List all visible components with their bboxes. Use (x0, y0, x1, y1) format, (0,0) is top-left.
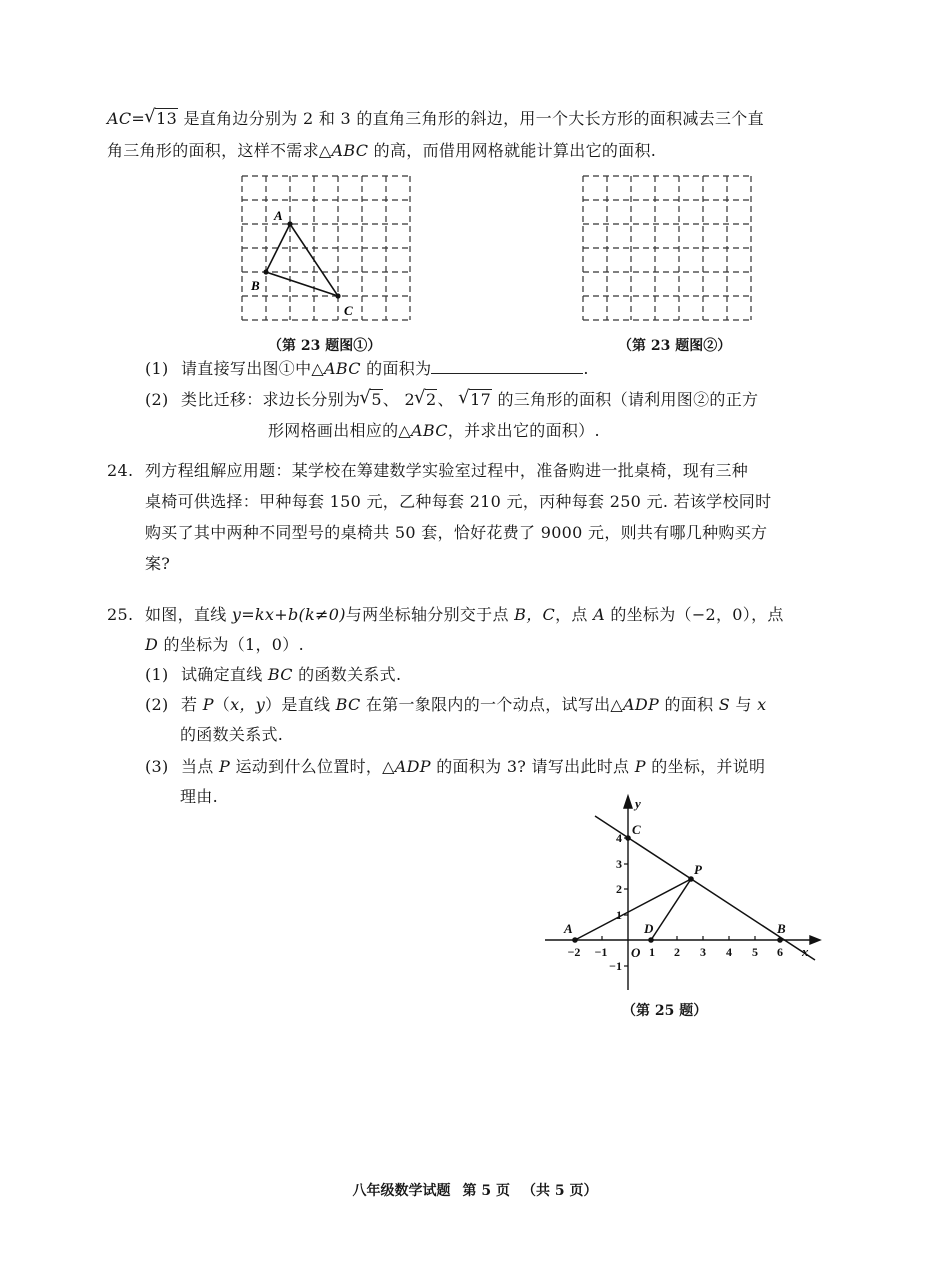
point-a (287, 221, 292, 226)
q25-s2-s: S (718, 695, 731, 714)
q25-s3-p: P (219, 757, 231, 776)
point-p (688, 876, 694, 882)
answer-blank (431, 359, 583, 374)
q23-p2-text: 类比迁移：求边长分别为 (181, 390, 361, 409)
q25-bc: B，C (514, 605, 556, 624)
q25-s2-bc: BC (335, 695, 361, 714)
q23-p2-num: (2) (145, 390, 169, 409)
page-footer (0, 1180, 950, 1200)
q23-p1-abc: ABC (324, 359, 361, 378)
q25-t1c: ，点 (555, 605, 594, 624)
q23-p1-end: . (583, 359, 589, 378)
y-tick-1: 1 (616, 908, 622, 922)
q24-text-2: 桌椅可供选择：甲种每套 150 元，乙种每套 210 元，丙种每套 250 元. 若该学校同时 (145, 492, 772, 511)
grid-lines-2 (583, 176, 751, 320)
figure-23-1 (236, 170, 416, 330)
q25-s2-t6: 与 (730, 695, 758, 714)
q25-s3-adp: ADP (394, 757, 431, 776)
q24-text-3: 购买了其中两种不同型号的桌椅共 50 套，恰好花费了 9000 元，则共有哪几种购买方 (145, 523, 768, 542)
q23-p2-text2: 的三角形的面积（请利用图②的正方 (492, 390, 759, 409)
q23-p2-line2: 形网格画出相应的△ (268, 421, 412, 440)
point-b (263, 269, 268, 274)
footer-title: 八年级数学试题 (352, 1183, 451, 1199)
q24-line-2 (145, 491, 771, 513)
q24-text-1: 列方程组解应用题：某学校在筹建数学实验室过程中，准备购进一批桌椅，现有三种 (145, 461, 749, 480)
q25-s2-t4: 在第一象限内的一个动点，试写出△ (360, 695, 624, 714)
figure-23-2-caption: （第 23 题图②） (618, 338, 732, 354)
q25-s2-t2: （ (213, 695, 231, 714)
point-d (648, 937, 654, 943)
q24-text-4: 案? (145, 554, 171, 573)
q25-s2-p: P (202, 695, 214, 714)
q25-s2-adp: ADP (623, 695, 660, 714)
sqrt-17: √ 17 (459, 389, 492, 411)
q25-s3-t4: 的坐标，并说明 (645, 757, 766, 776)
q25-sub-2-line-2 (180, 724, 283, 746)
intro-text-1: 是直角边分别为 2 和 3 的直角三角形的斜边，用一个大长方形的面积减去三个直 (178, 109, 764, 128)
label-p: P (694, 862, 702, 877)
q25-t2: 的坐标为（1，0）. (158, 635, 304, 654)
q25-s3-t: 当点 (181, 757, 219, 776)
label-d: D (644, 921, 654, 936)
q25-s3-num: (3) (145, 757, 169, 776)
q25-s1-num: (1) (145, 665, 169, 684)
q23-p2-line2b: ，并求出它的面积）. (447, 421, 600, 440)
intro-text-2b: 的高，而借用网格就能计算出它的面积. (368, 141, 657, 160)
q25-sub-3 (145, 756, 765, 778)
footer-total: （共 5 页） (522, 1183, 598, 1199)
label-b: B (777, 921, 786, 936)
q25-line-2 (145, 634, 304, 656)
q25-sub-2 (145, 694, 766, 716)
ac-label: AC (107, 109, 132, 128)
segment-dp (651, 879, 691, 940)
q25-s1-bc: BC (267, 665, 293, 684)
q25-s2-num: (2) (145, 695, 169, 714)
sqrt-5: √ 5 (360, 389, 382, 411)
point-a (572, 937, 578, 943)
x-tick-5: 5 (752, 945, 758, 959)
q23-p1-text2: 的面积为 (360, 359, 432, 378)
label-o: O (631, 945, 641, 960)
triangle-abc-shape (266, 224, 338, 296)
q23-p2-abc: ABC (411, 421, 448, 440)
line-equation: y=kx+b(k≠0) (231, 605, 346, 624)
intro-text-2a: 角三角形的面积，这样不需求△ (107, 141, 332, 160)
label-c: C (344, 303, 353, 318)
q25-s3-t2: 运动到什么位置时，△ (230, 757, 395, 776)
x-tick-neg1: −1 (594, 945, 608, 959)
q25-sub-3-line-2 (180, 786, 218, 808)
intro-line-2 (107, 140, 656, 162)
q23-p1-text: 请直接写出图①中△ (181, 359, 325, 378)
q23-part-2 (145, 389, 758, 411)
q25-pa: A (593, 605, 605, 624)
grid-lines (242, 176, 410, 320)
q25-sub-1 (145, 664, 401, 686)
x-label: x (802, 944, 809, 959)
q25-s3-p2: P (634, 757, 646, 776)
figure-25 (540, 790, 830, 995)
x-tick-neg2: −2 (567, 945, 581, 959)
q25-s2-line2: 的函数关系式. (180, 725, 284, 744)
sqrt-2: √ 2 (415, 389, 437, 411)
label-a: A (564, 921, 573, 936)
equals: = (131, 109, 146, 128)
y-tick-neg1: −1 (609, 959, 622, 973)
q25-line-1 (107, 604, 784, 626)
q25-pd: D (145, 635, 159, 654)
q25-s1-t2: 的函数关系式. (292, 665, 402, 684)
q23-sep1: 、 2 (382, 390, 415, 409)
y-label: y (635, 796, 641, 811)
footer-page: 第 5 页 (462, 1183, 510, 1199)
q24-line-3 (145, 522, 767, 544)
point-c (335, 293, 340, 298)
q25-s1-t: 试确定直线 (181, 665, 268, 684)
q25-t1d: 的坐标为（−2，0），点 (604, 605, 784, 624)
figure-25-caption: （第 25 题） (622, 1003, 708, 1019)
q24-line-1 (107, 460, 748, 482)
q25-s3-line2: 理由. (180, 787, 218, 806)
segment-ap (575, 879, 691, 940)
q25-t1b: 与两坐标轴分别交于点 (345, 605, 515, 624)
x-tick-3: 3 (700, 945, 706, 959)
figure-23-1-caption: （第 23 题图①） (268, 338, 382, 354)
point-c (625, 835, 631, 841)
q23-sep2: 、 (437, 390, 454, 409)
y-tick-3: 3 (616, 857, 622, 871)
q25-t1a: 如图，直线 (145, 605, 232, 624)
x-axis-arrow (810, 936, 820, 944)
q24-line-4 (145, 553, 170, 575)
q25-s2-t: 若 (181, 695, 203, 714)
q25-s2-t5: 的面积 (659, 695, 719, 714)
x-tick-1: 1 (649, 945, 655, 959)
q24-number: 24. (107, 461, 134, 480)
q25-s2-t3: ）是直线 (265, 695, 336, 714)
x-tick-6: 6 (777, 945, 783, 959)
q25-number: 25. (107, 605, 134, 624)
figure-23-2 (577, 170, 757, 330)
q25-s3-t3: 的面积为 3? 请写出此时点 (430, 757, 635, 776)
label-c: C (632, 822, 641, 837)
y-tick-2: 2 (616, 882, 622, 896)
sqrt-13: √ 13 (145, 108, 178, 130)
label-b: B (251, 278, 260, 293)
q25-s2-x: x (757, 695, 767, 714)
triangle-abc: ABC (331, 141, 369, 160)
q23-p1-num: (1) (145, 359, 169, 378)
label-a: A (274, 208, 283, 223)
q23-part-1 (145, 358, 589, 380)
y-tick-4: 4 (616, 831, 622, 845)
x-tick-2: 2 (674, 945, 680, 959)
q25-s2-xy: x，y (230, 695, 266, 714)
y-axis-arrow (624, 796, 632, 808)
intro-line-1 (107, 108, 764, 130)
q23-part-2-line-2 (268, 420, 600, 442)
x-tick-4: 4 (726, 945, 732, 959)
point-b (777, 937, 783, 943)
